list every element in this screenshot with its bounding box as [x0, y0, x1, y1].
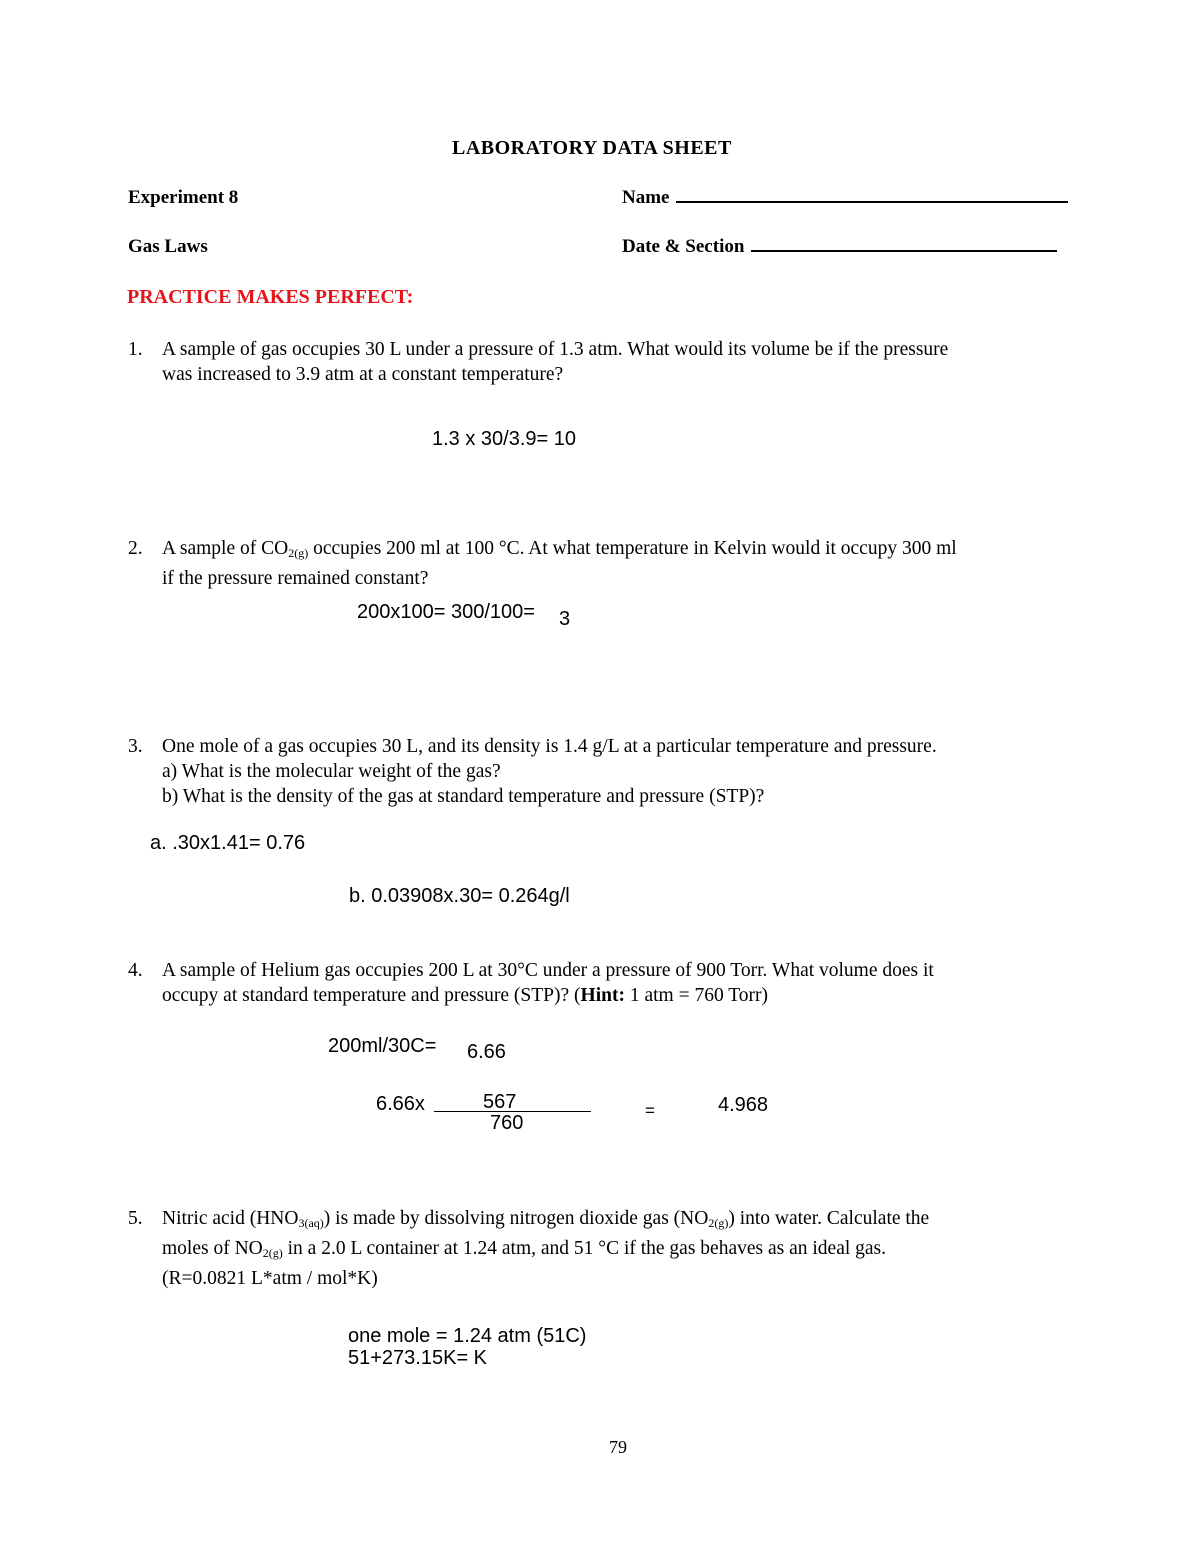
q3-answer-b: b. 0.03908x.30= 0.264g/l: [349, 885, 570, 907]
q3-part-a: a) What is the molecular weight of the gas?: [162, 761, 501, 782]
q5-line1-b: ) is made by dissolving nitrogen dioxide gas (NO: [323, 1208, 709, 1229]
q4-line2: [162, 983, 934, 1008]
q5-line2-b: in a 2.0 L container at 1.24 atm, and 51 °C if the gas behaves as an ideal gas.: [282, 1238, 887, 1259]
name-underline: [676, 200, 1068, 203]
q5-answer-line2: 51+273.15K= K: [348, 1347, 488, 1369]
q2-co2-subscript: 2(g): [288, 546, 309, 560]
q4-text: [162, 958, 934, 1008]
q1-answer: 1.3 x 30/3.9= 10: [432, 428, 577, 450]
q2-line1: [162, 536, 957, 566]
q4-result: 4.968: [718, 1094, 769, 1116]
date-section-label: Date & Section: [622, 236, 745, 257]
q3-line1: One mole of a gas occupies 30 L, and its density is 1.4 g/L at a particular temperature and pressure.: [162, 736, 937, 757]
q5-text: [162, 1206, 929, 1291]
q4-numerator: 567: [483, 1091, 517, 1113]
date-section-underline: [751, 249, 1057, 252]
q2-line1-pre: A sample of CO: [162, 538, 289, 559]
q5-line1-c: ) into water. Calculate the: [728, 1208, 930, 1229]
q2-line2: if the pressure remained constant?: [162, 568, 429, 589]
topic-label: Gas Laws: [128, 236, 208, 257]
date-section-field[interactable]: [622, 236, 1057, 258]
q4-line1: A sample of Helium gas occupies 200 L at 30°C under a pressure of 900 Torr. What volume does it: [162, 960, 934, 981]
q3-part-b: b) What is the density of the gas at standard temperature and pressure (STP)?: [162, 786, 765, 807]
name-label: Name: [622, 187, 670, 208]
q5-no2-subscript: 2(g): [708, 1216, 729, 1230]
q4-answer-step1-value: 6.66: [467, 1041, 506, 1063]
page-title: LABORATORY DATA SHEET: [452, 137, 732, 159]
q5-line3: (R=0.0821 L*atm / mol*K): [162, 1268, 378, 1289]
q5-line1-a: Nitric acid (HNO: [162, 1208, 299, 1229]
q5-answer-line1: one mole = 1.24 atm (51C): [348, 1325, 587, 1347]
q4-denominator: 760: [490, 1112, 524, 1134]
name-field[interactable]: [622, 187, 1068, 209]
q5-line2: [162, 1236, 929, 1266]
q4-line2-post: 1 atm = 760 Torr): [624, 985, 769, 1006]
q5-number: 5.: [128, 1208, 143, 1229]
q1-line1: A sample of gas occupies 30 L under a pressure of 1.3 atm. What would its volume be if the pressure: [162, 339, 949, 360]
q1-line2: was increased to 3.9 atm at a constant temperature?: [162, 364, 564, 385]
experiment-label: Experiment 8: [128, 187, 239, 208]
q4-answer-step1: 200ml/30C=: [328, 1035, 437, 1057]
q5-line1: [162, 1206, 929, 1236]
q4-hint-label: Hint:: [580, 985, 625, 1006]
q2-answer-value: 3: [559, 608, 571, 630]
q1-text: [162, 337, 948, 387]
q3-answer-a: a. .30x1.41= 0.76: [150, 832, 306, 854]
q1-number: 1.: [128, 339, 143, 360]
q4-line2-pre: occupy at standard temperature and pressure (STP)? (: [162, 985, 581, 1006]
q3-text: [162, 734, 937, 809]
q2-line1-post: occupies 200 ml at 100 °C. At what temperature in Kelvin would it occupy 300 ml: [308, 538, 957, 559]
q4-number: 4.: [128, 960, 143, 981]
q5-hno3-subscript: 3(aq): [298, 1216, 324, 1230]
q5-line2-a: moles of NO: [162, 1238, 263, 1259]
q4-answer-step2: 6.66x: [376, 1093, 425, 1115]
q3-number: 3.: [128, 736, 143, 757]
q5-no2-subscript-2: 2(g): [262, 1246, 283, 1260]
section-title: PRACTICE MAKES PERFECT:: [127, 286, 414, 308]
q2-text: [162, 536, 957, 591]
q4-equals-sign: =: [645, 1101, 655, 1120]
q2-answer: 200x100= 300/100=: [357, 601, 535, 623]
q2-number: 2.: [128, 538, 143, 559]
page-number: 79: [609, 1437, 627, 1457]
